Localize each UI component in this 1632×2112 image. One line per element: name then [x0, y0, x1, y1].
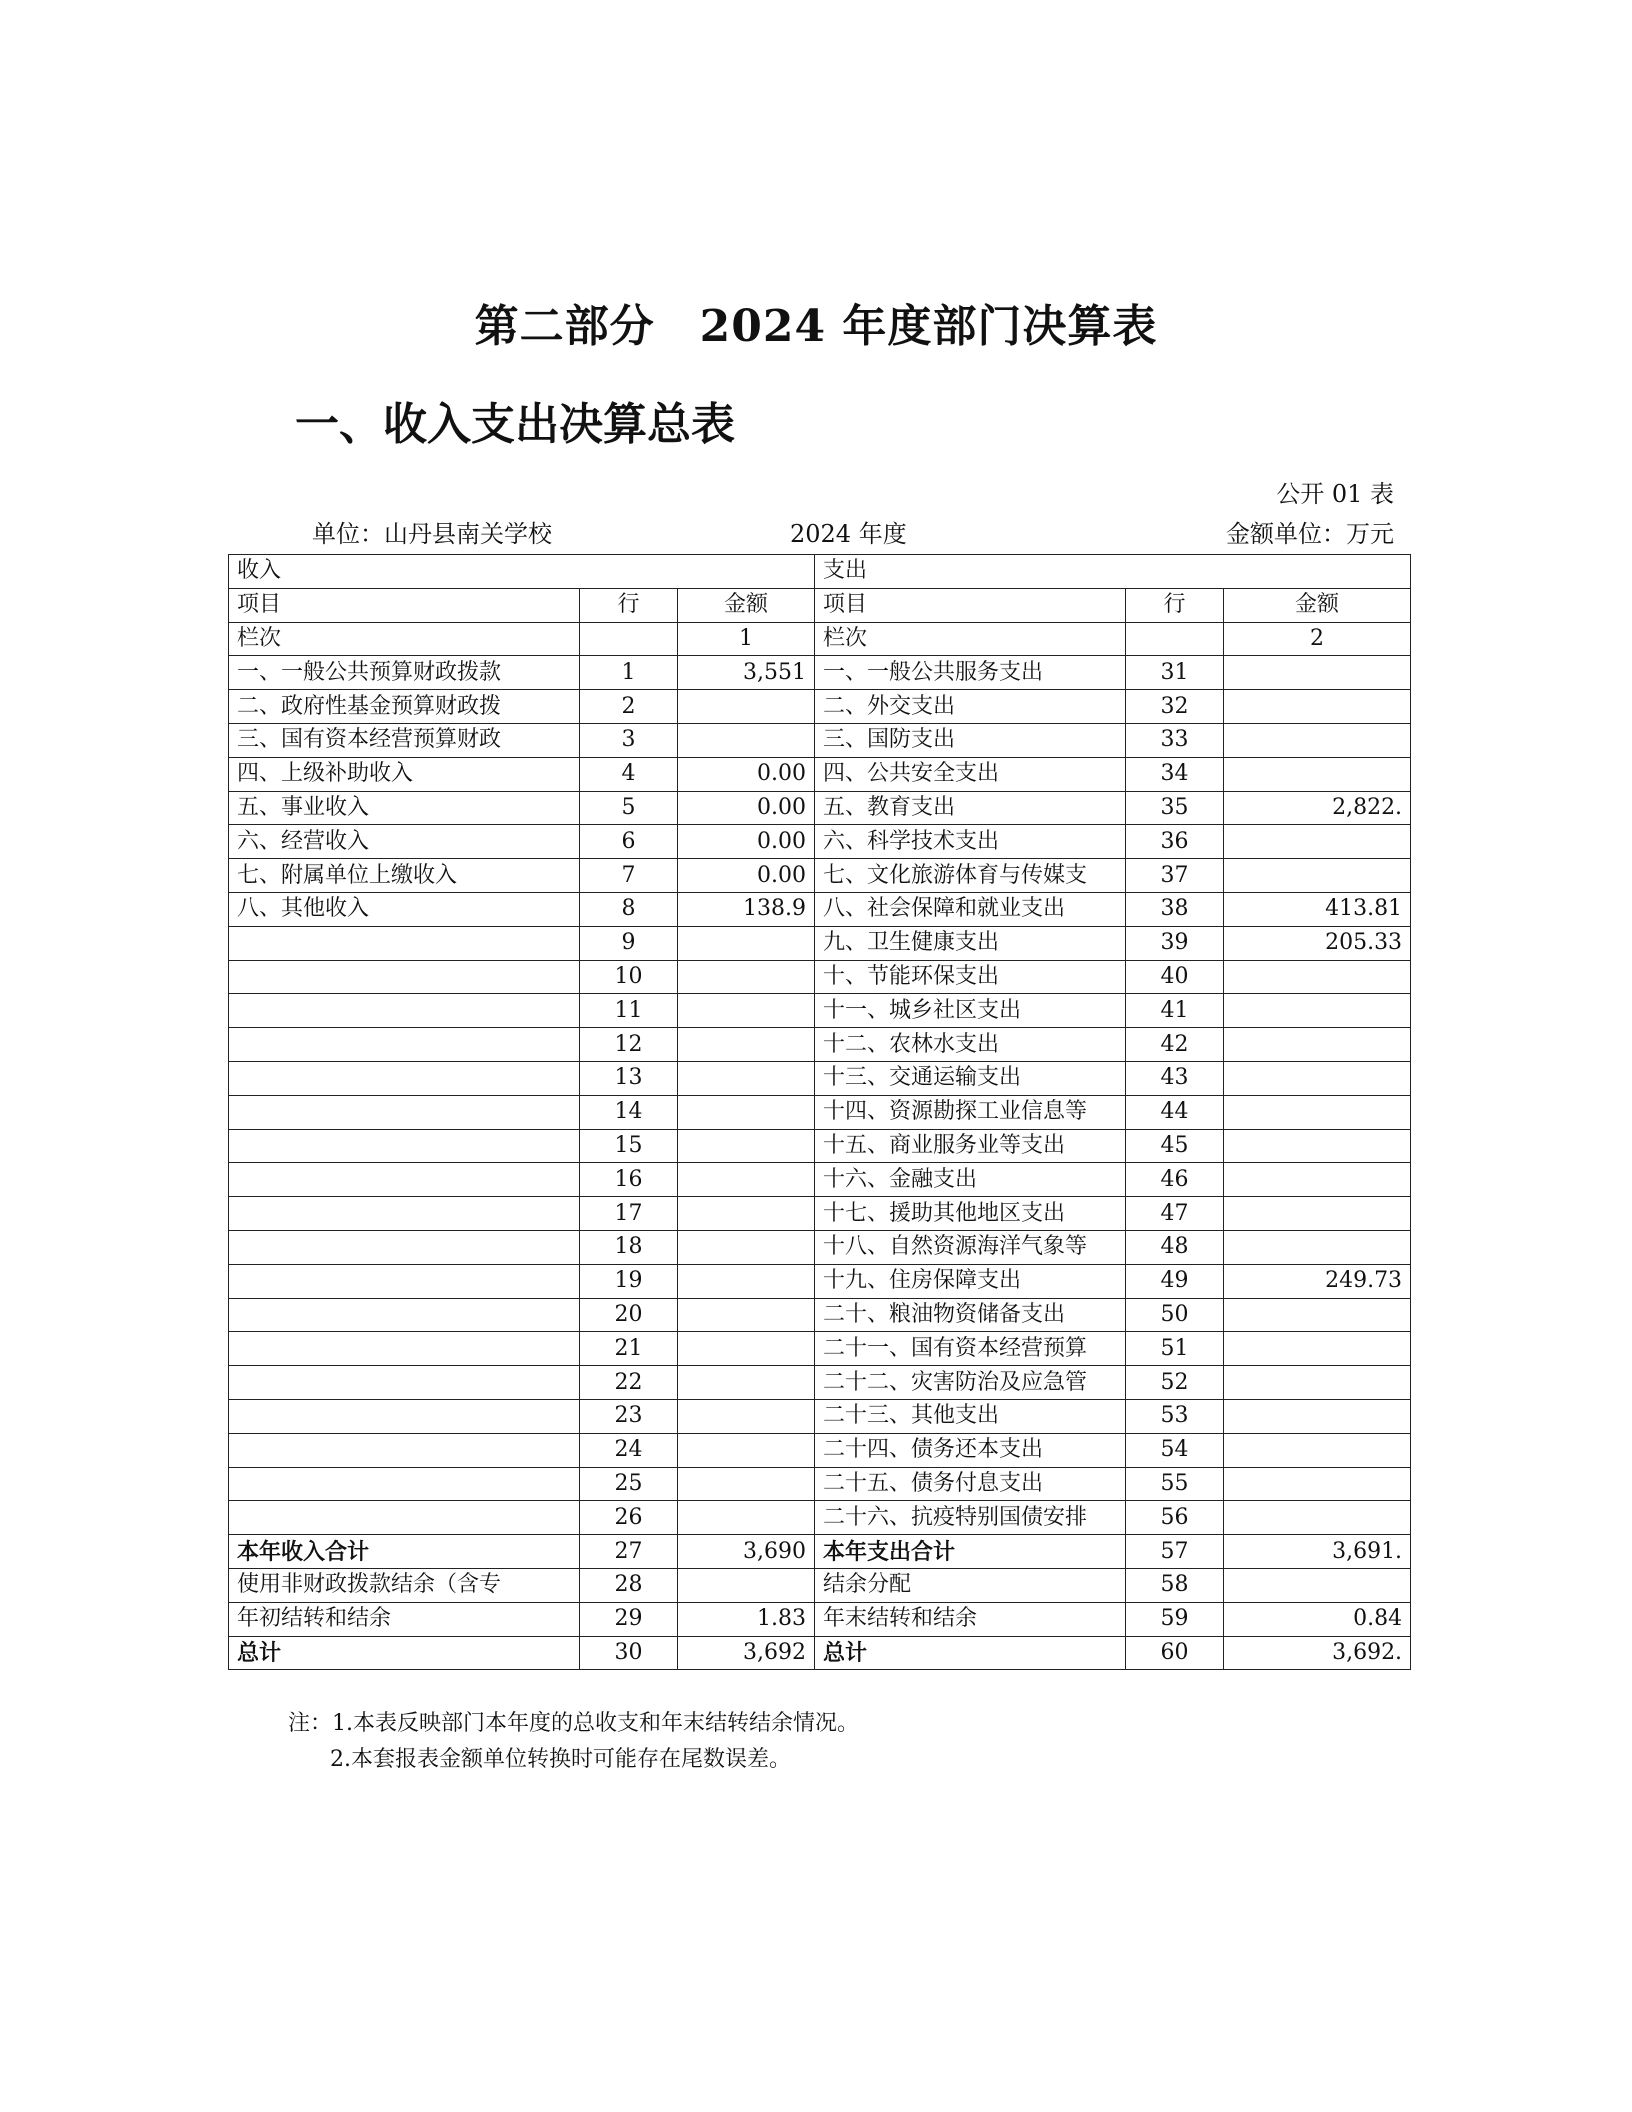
income-row-number: 1: [580, 656, 678, 690]
table-row: [229, 1095, 1411, 1129]
note-2: 2.本套报表金额单位转换时可能存在尾数误差。: [330, 1747, 791, 1772]
income-item-cell: [229, 1433, 580, 1467]
expense-amount-cell: [1224, 1467, 1411, 1501]
table-row: [229, 1433, 1411, 1467]
expense-item-cell: 十三、交通运输支出: [815, 1061, 1126, 1095]
income-row-number: 20: [580, 1298, 678, 1332]
income-row-number: 12: [580, 1028, 678, 1062]
income-amount-cell: [678, 926, 815, 960]
income-item-cell: [229, 960, 580, 994]
income-total-amount: 3,690: [678, 1535, 815, 1569]
expense-row-number: 31: [1126, 656, 1224, 690]
expense-item-cell: 十七、援助其他地区支出: [815, 1197, 1126, 1231]
income-row-number: 24: [580, 1433, 678, 1467]
table-row: [229, 791, 1411, 825]
income-item-cell: [229, 1061, 580, 1095]
expense-item-cell: 二十三、其他支出: [815, 1399, 1126, 1433]
expense-amount-cell: [1224, 1061, 1411, 1095]
document-title: 第二部分 2024 年度部门决算表: [474, 301, 1158, 352]
expense-item-cell: 二十、粮油物资储备支出: [815, 1298, 1126, 1332]
income-row-number: 15: [580, 1129, 678, 1163]
income-amount-cell: [678, 1095, 815, 1129]
income-item-cell: [229, 1298, 580, 1332]
table-row: [229, 1501, 1411, 1535]
income-item-cell: 一、一般公共预算财政拨款: [229, 656, 580, 690]
expense-row-number: 39: [1126, 926, 1224, 960]
income-section-header: 收入: [229, 555, 815, 589]
income-row-number: 17: [580, 1197, 678, 1231]
table-row: [229, 926, 1411, 960]
expense-row-header: 行: [1126, 588, 1224, 622]
income-amount-cell: [678, 1501, 815, 1535]
expense-row-number: 55: [1126, 1467, 1224, 1501]
expense-column-label: 栏次: [815, 622, 1126, 656]
expense-item-cell: 七、文化旅游体育与传媒支: [815, 859, 1126, 893]
money-unit-label: 金额单位：万元: [1226, 520, 1394, 548]
expense-item-cell: 十一、城乡社区支出: [815, 994, 1126, 1028]
expense-row-number: 53: [1126, 1399, 1224, 1433]
income-row-number: 8: [580, 892, 678, 926]
expense-row-number: 34: [1126, 757, 1224, 791]
table-row: [229, 1264, 1411, 1298]
income-total-row-number: 29: [580, 1602, 678, 1636]
income-row-number: 18: [580, 1230, 678, 1264]
expense-row-number: 37: [1126, 859, 1224, 893]
expense-item-cell: 二十二、灾害防治及应急管: [815, 1366, 1126, 1400]
table-row: [229, 1028, 1411, 1062]
expense-amount-cell: 205.33: [1224, 926, 1411, 960]
income-row-header: 行: [580, 588, 678, 622]
expense-row-number: 33: [1126, 723, 1224, 757]
income-total-amount: 1.83: [678, 1602, 815, 1636]
expense-item-cell: 九、卫生健康支出: [815, 926, 1126, 960]
expense-amount-cell: [1224, 1433, 1411, 1467]
expense-row-number: 47: [1126, 1197, 1224, 1231]
income-amount-cell: [678, 1163, 815, 1197]
expense-row-number: 32: [1126, 690, 1224, 724]
table-row: [229, 1467, 1411, 1501]
income-item-cell: 四、上级补助收入: [229, 757, 580, 791]
income-total-item: 本年收入合计: [229, 1535, 580, 1569]
expense-row-number: 38: [1126, 892, 1224, 926]
expense-row-number: 43: [1126, 1061, 1224, 1095]
expense-row-number: 50: [1126, 1298, 1224, 1332]
table-row: [229, 1366, 1411, 1400]
expense-item-cell: 六、科学技术支出: [815, 825, 1126, 859]
expense-item-cell: 十九、住房保障支出: [815, 1264, 1126, 1298]
expense-amount-cell: [1224, 859, 1411, 893]
income-item-cell: 六、经营收入: [229, 825, 580, 859]
income-row-number: 23: [580, 1399, 678, 1433]
income-row-number: 19: [580, 1264, 678, 1298]
expense-total-row-number: 60: [1126, 1636, 1224, 1670]
total-row: [229, 1602, 1411, 1636]
table-row: [229, 1399, 1411, 1433]
expense-amount-cell: [1224, 656, 1411, 690]
table-row: [229, 690, 1411, 724]
income-item-cell: 五、事业收入: [229, 791, 580, 825]
income-amount-cell: [678, 1028, 815, 1062]
expense-amount-cell: 2,822.: [1224, 791, 1411, 825]
expense-amount-cell: [1224, 757, 1411, 791]
expense-total-item: 年末结转和结余: [815, 1602, 1126, 1636]
income-amount-cell: [678, 1332, 815, 1366]
income-item-cell: [229, 1399, 580, 1433]
expense-amount-cell: [1224, 1332, 1411, 1366]
income-row-number: 5: [580, 791, 678, 825]
table-row: [229, 825, 1411, 859]
expense-amount-cell: [1224, 1163, 1411, 1197]
income-total-row-number: 27: [580, 1535, 678, 1569]
expense-row-number: 52: [1126, 1366, 1224, 1400]
expense-total-amount: [1224, 1568, 1411, 1602]
unit-label: 单位：山丹县南关学校: [312, 520, 552, 548]
income-amount-cell: [678, 723, 815, 757]
expense-item-cell: 十六、金融支出: [815, 1163, 1126, 1197]
expense-total-amount: 3,691.: [1224, 1535, 1411, 1569]
expense-row-number: 46: [1126, 1163, 1224, 1197]
expense-total-amount: 3,692.: [1224, 1636, 1411, 1670]
expense-column-number: 2: [1224, 622, 1411, 656]
expense-row-number: 36: [1126, 825, 1224, 859]
expense-amount-cell: [1224, 1028, 1411, 1062]
income-row-number: 22: [580, 1366, 678, 1400]
table-row: [229, 1332, 1411, 1366]
income-total-row-number: 28: [580, 1568, 678, 1602]
expense-row-number: 54: [1126, 1433, 1224, 1467]
income-row-number: 2: [580, 690, 678, 724]
expense-amount-cell: 249.73: [1224, 1264, 1411, 1298]
income-item-cell: 三、国有资本经营预算财政: [229, 723, 580, 757]
table-row: [229, 1163, 1411, 1197]
expense-total-amount: 0.84: [1224, 1602, 1411, 1636]
income-amount-cell: [678, 1467, 815, 1501]
section-title: 一、收入支出决算总表: [295, 399, 735, 450]
expense-amount-cell: [1224, 1129, 1411, 1163]
expense-item-cell: 十二、农林水支出: [815, 1028, 1126, 1062]
expense-row-number: 49: [1126, 1264, 1224, 1298]
income-item-cell: 二、政府性基金预算财政拨: [229, 690, 580, 724]
income-amount-cell: [678, 1264, 815, 1298]
income-total-item: 年初结转和结余: [229, 1602, 580, 1636]
table-row: [229, 1129, 1411, 1163]
form-number: 公开 01 表: [1276, 480, 1394, 508]
expense-item-cell: 二十五、债务付息支出: [815, 1467, 1126, 1501]
expense-item-cell: 十八、自然资源海洋气象等: [815, 1230, 1126, 1264]
expense-amount-cell: [1224, 1230, 1411, 1264]
expense-row-number: 44: [1126, 1095, 1224, 1129]
expense-amount-cell: [1224, 1298, 1411, 1332]
expense-row-blank: [1126, 622, 1224, 656]
income-row-number: 4: [580, 757, 678, 791]
table-row: [229, 1230, 1411, 1264]
expense-row-number: 51: [1126, 1332, 1224, 1366]
expense-item-cell: 十五、商业服务业等支出: [815, 1129, 1126, 1163]
expense-amount-cell: [1224, 1197, 1411, 1231]
income-amount-header: 金额: [678, 588, 815, 622]
income-total-row-number: 30: [580, 1636, 678, 1670]
income-row-number: 10: [580, 960, 678, 994]
expense-item-header: 项目: [815, 588, 1126, 622]
income-amount-cell: [678, 1366, 815, 1400]
income-item-cell: [229, 1163, 580, 1197]
income-amount-cell: [678, 994, 815, 1028]
table-row: [229, 960, 1411, 994]
expense-amount-cell: [1224, 825, 1411, 859]
expense-row-number: 56: [1126, 1501, 1224, 1535]
expense-row-number: 40: [1126, 960, 1224, 994]
expense-item-cell: 四、公共安全支出: [815, 757, 1126, 791]
income-amount-cell: [678, 690, 815, 724]
income-total-amount: [678, 1568, 815, 1602]
income-item-cell: [229, 1467, 580, 1501]
table-row: [229, 892, 1411, 926]
income-item-cell: [229, 1501, 580, 1535]
income-row-number: 9: [580, 926, 678, 960]
income-amount-cell: 0.00: [678, 859, 815, 893]
income-row-number: 7: [580, 859, 678, 893]
expense-item-cell: 十、节能环保支出: [815, 960, 1126, 994]
income-row-blank: [580, 622, 678, 656]
expense-total-row-number: 58: [1126, 1568, 1224, 1602]
income-item-cell: 七、附属单位上缴收入: [229, 859, 580, 893]
table-row: [229, 859, 1411, 893]
note-1: 注：1.本表反映部门本年度的总收支和年末结转结余情况。: [288, 1711, 859, 1736]
expense-amount-cell: [1224, 1399, 1411, 1433]
income-amount-cell: 3,551: [678, 656, 815, 690]
income-amount-cell: [678, 960, 815, 994]
income-item-cell: [229, 1366, 580, 1400]
expense-amount-cell: [1224, 1501, 1411, 1535]
income-amount-cell: [678, 1061, 815, 1095]
expense-item-cell: 二十六、抗疫特别国债安排: [815, 1501, 1126, 1535]
table-row: [229, 723, 1411, 757]
income-amount-cell: [678, 1399, 815, 1433]
expense-row-number: 42: [1126, 1028, 1224, 1062]
income-row-number: 14: [580, 1095, 678, 1129]
income-item-header: 项目: [229, 588, 580, 622]
expense-item-cell: 八、社会保障和就业支出: [815, 892, 1126, 926]
expense-row-number: 48: [1126, 1230, 1224, 1264]
expense-amount-header: 金额: [1224, 588, 1411, 622]
income-item-cell: 八、其他收入: [229, 892, 580, 926]
income-column-label: 栏次: [229, 622, 580, 656]
expense-amount-cell: [1224, 994, 1411, 1028]
income-row-number: 21: [580, 1332, 678, 1366]
expense-amount-cell: [1224, 960, 1411, 994]
income-row-number: 11: [580, 994, 678, 1028]
expense-section-header: 支出: [815, 555, 1411, 589]
table-row: [229, 656, 1411, 690]
header-row-columns: [229, 588, 1411, 622]
expense-item-cell: 十四、资源勘探工业信息等: [815, 1095, 1126, 1129]
income-item-cell: [229, 1129, 580, 1163]
expense-amount-cell: [1224, 1095, 1411, 1129]
year-label: 2024 年度: [790, 520, 907, 548]
income-amount-cell: [678, 1129, 815, 1163]
income-amount-cell: 0.00: [678, 825, 815, 859]
income-row-number: 3: [580, 723, 678, 757]
income-row-number: 26: [580, 1501, 678, 1535]
expense-total-row-number: 59: [1126, 1602, 1224, 1636]
header-row-column-index: [229, 622, 1411, 656]
income-item-cell: [229, 1332, 580, 1366]
expense-item-cell: 二十一、国有资本经营预算: [815, 1332, 1126, 1366]
total-row: [229, 1636, 1411, 1670]
table-row: [229, 1197, 1411, 1231]
income-amount-cell: 138.9: [678, 892, 815, 926]
total-row: [229, 1568, 1411, 1602]
income-item-cell: [229, 1230, 580, 1264]
expense-amount-cell: [1224, 690, 1411, 724]
expense-total-item: 结余分配: [815, 1568, 1126, 1602]
table-row: [229, 1298, 1411, 1332]
income-expense-table: [228, 554, 1411, 1670]
expense-amount-cell: 413.81: [1224, 892, 1411, 926]
income-item-cell: [229, 1095, 580, 1129]
expense-total-item: 总计: [815, 1636, 1126, 1670]
income-item-cell: [229, 1264, 580, 1298]
income-amount-cell: 0.00: [678, 791, 815, 825]
income-amount-cell: [678, 1298, 815, 1332]
table-row: [229, 994, 1411, 1028]
income-column-number: 1: [678, 622, 815, 656]
income-row-number: 16: [580, 1163, 678, 1197]
header-row-sections: [229, 555, 1411, 589]
table-row: [229, 1061, 1411, 1095]
expense-item-cell: 一、一般公共服务支出: [815, 656, 1126, 690]
expense-total-row-number: 57: [1126, 1535, 1224, 1569]
table-row: [229, 757, 1411, 791]
income-item-cell: [229, 1028, 580, 1062]
expense-row-number: 41: [1126, 994, 1224, 1028]
income-total-amount: 3,692: [678, 1636, 815, 1670]
expense-amount-cell: [1224, 1366, 1411, 1400]
income-amount-cell: [678, 1433, 815, 1467]
expense-row-number: 45: [1126, 1129, 1224, 1163]
total-row: [229, 1535, 1411, 1569]
expense-row-number: 35: [1126, 791, 1224, 825]
income-amount-cell: 0.00: [678, 757, 815, 791]
expense-item-cell: 三、国防支出: [815, 723, 1126, 757]
income-item-cell: [229, 926, 580, 960]
expense-item-cell: 五、教育支出: [815, 791, 1126, 825]
expense-item-cell: 二、外交支出: [815, 690, 1126, 724]
income-row-number: 13: [580, 1061, 678, 1095]
income-total-item: 使用非财政拨款结余（含专: [229, 1568, 580, 1602]
income-row-number: 25: [580, 1467, 678, 1501]
expense-total-item: 本年支出合计: [815, 1535, 1126, 1569]
expense-amount-cell: [1224, 723, 1411, 757]
expense-item-cell: 二十四、债务还本支出: [815, 1433, 1126, 1467]
income-amount-cell: [678, 1230, 815, 1264]
income-row-number: 6: [580, 825, 678, 859]
income-item-cell: [229, 994, 580, 1028]
income-item-cell: [229, 1197, 580, 1231]
income-total-item: 总计: [229, 1636, 580, 1670]
income-amount-cell: [678, 1197, 815, 1231]
